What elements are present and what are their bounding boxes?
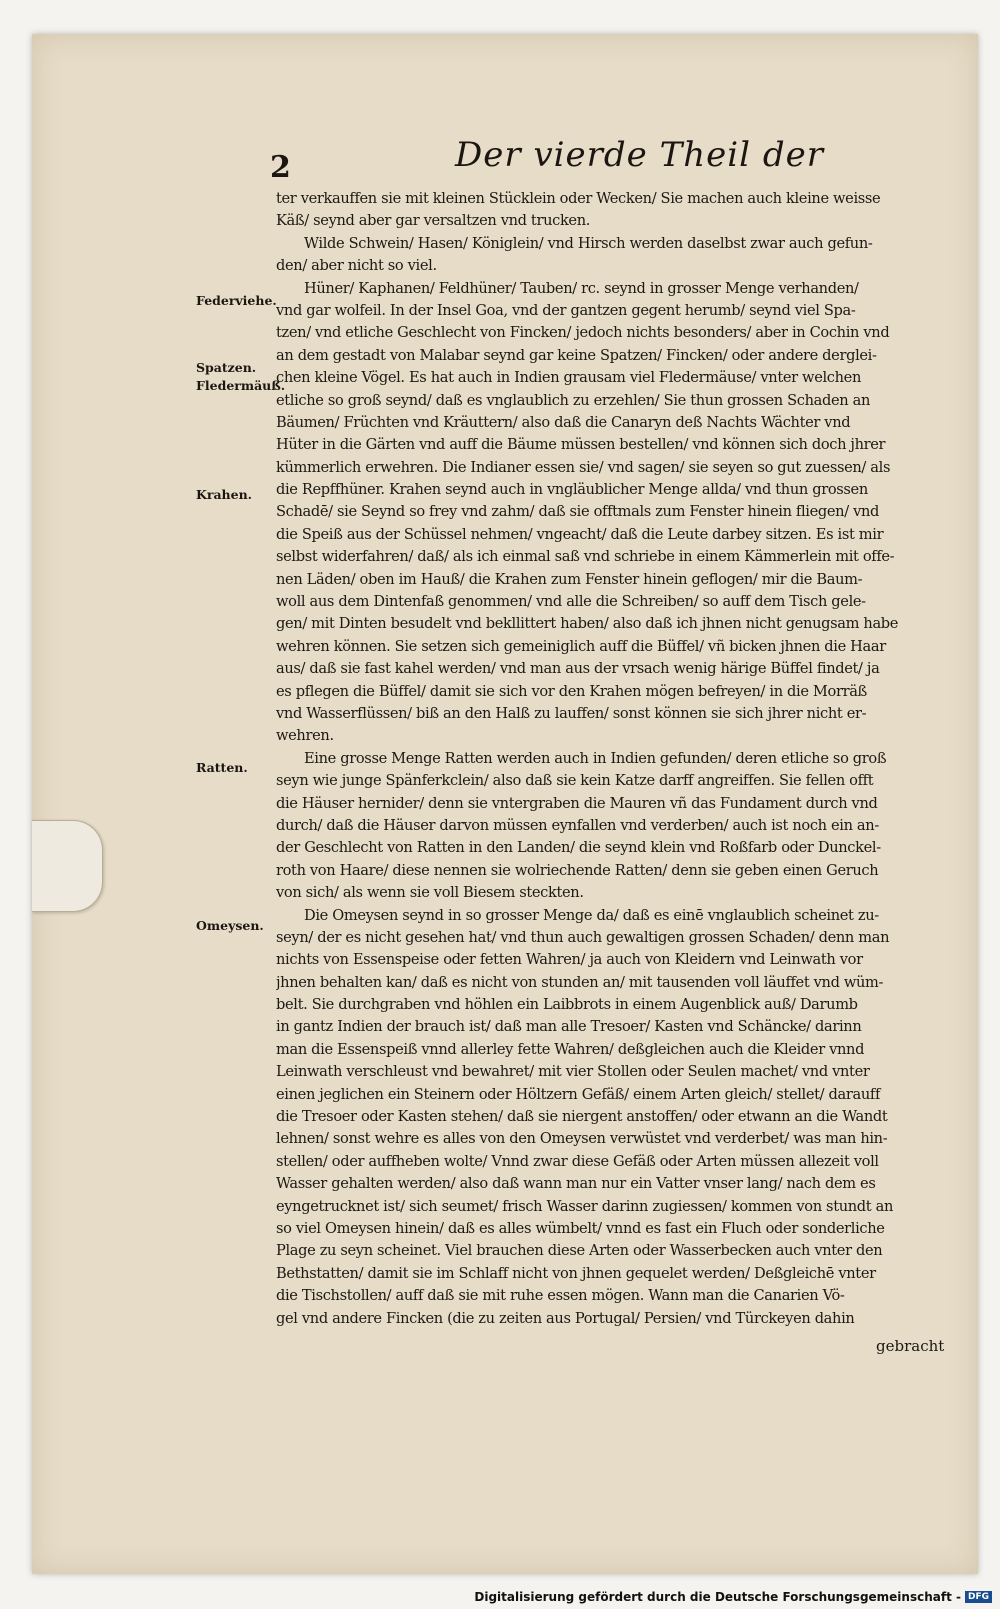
running-head: Der vierde Theil der	[455, 135, 824, 175]
margin-note-spatzen: Spatzen.	[196, 360, 257, 375]
text-line: Plage zu seyn scheinet. Viel brauchen diese Arten oder Wasserbecken auch vnter den	[276, 1242, 883, 1260]
text-line: jhnen behalten kan/ daß es nicht von stunden an/ mit tausenden voll läuffet vnd wüm-	[276, 973, 884, 991]
text-line: seyn wie junge Spänferkclein/ also daß sie kein Katze darff angreiffen. Sie fellen offt	[276, 772, 874, 790]
text-line: an dem gestadt von Malabar seynd gar keine Spatzen/ Fincken/ oder andere derglei-	[276, 346, 877, 364]
text-line: Schadē/ sie Seynd so frey vnd zahm/ daß sie offtmals zum Fenster hinein fliegen/ vnd	[276, 503, 879, 521]
text-line: gel vnd andere Fincken (die zu zeiten aus Portugal/ Persien/ vnd Türckeyen dahin	[276, 1309, 855, 1327]
text-line: seyn/ der es nicht gesehen hat/ vnd thun auch gewaltigen grossen Schaden/ denn man	[276, 928, 890, 946]
text-line: Hüter in die Gärten vnd auff die Bäume müssen bestellen/ vnd können sich doch jhrer	[276, 436, 886, 454]
text-line: Leinwath verschleust vnd bewahret/ mit vier Stollen oder Seulen machet/ vnd vnter	[276, 1063, 870, 1081]
text-line: vnd gar wolfeil. In der Insel Goa, vnd der gantzen gegent herumb/ seynd viel Spa-	[276, 301, 856, 319]
text-line: roth von Haare/ diese nennen sie wolriechende Ratten/ denn sie geben einen Geruch	[276, 861, 879, 879]
margin-note-omeysen: Omeysen.	[196, 918, 264, 933]
margin-note-krahen: Krahen.	[196, 487, 253, 502]
body-text	[276, 188, 912, 1352]
text-line: Wasser gehalten werden/ also daß wann man nur ein Vatter vnser lang/ nach dem es	[276, 1175, 876, 1193]
margin-note-fledermaeuss: Fledermäuß.	[196, 378, 286, 393]
text-line: die Tresoer oder Kasten stehen/ daß sie niergent anstoffen/ oder etwann an die Wandt	[276, 1108, 888, 1126]
text-line: es pflegen die Büffel/ damit sie sich vor den Krahen mögen befreyen/ in die Morräß	[276, 682, 867, 700]
text-line: vnd Wasserflüssen/ biß an den Halß zu lauffen/ sonst können sie sich jhrer nicht er-	[276, 704, 867, 722]
page-number: 2	[270, 150, 291, 185]
margin-note-federviehe: Federviehe.	[196, 293, 277, 308]
text-line: wehren können. Sie setzen sich gemeiniglich auff die Büffel/ vñ bicken jhnen die Haar	[276, 637, 886, 655]
text-line: der Geschlecht von Ratten in den Landen/ die seynd klein vnd Roßfarb oder Dunckel-	[276, 839, 881, 857]
text-line: man die Essenspeiß vnnd allerley fette Wahren/ deßgleichen auch die Kleider vnnd	[276, 1040, 865, 1058]
text-line: in gantz Indien der brauch ist/ daß man alle Tresoer/ Kasten vnd Schäncke/ darinn	[276, 1018, 862, 1036]
text-line: einen jeglichen ein Steinern oder Höltzern Gefäß/ einem Arten gleich/ stellet/ darauff	[276, 1085, 881, 1103]
text-line: Die Omeysen seynd in so grosser Menge da/ daß es einē vnglaublich scheinet zu-	[304, 906, 879, 924]
text-line: Eine grosse Menge Ratten werden auch in Indien gefunden/ deren etliche so groß	[304, 749, 887, 767]
text-line: die Tischstollen/ auff daß sie mit ruhe essen mögen. Wann man die Canarien Vö-	[276, 1287, 845, 1305]
text-line: kümmerlich erwehren. Die Indianer essen sie/ vnd sagen/ sie seyen so gut zuessen/ als	[276, 458, 891, 476]
footer-text: Digitalisierung gefördert durch die Deutsche Forschungsgemeinschaft -	[474, 1590, 961, 1604]
text-line: so viel Omeysen hinein/ daß es alles wümbelt/ vnnd es fast ein Fluch oder sonderliche	[276, 1219, 885, 1237]
text-line: Käß/ seynd aber gar versaltzen vnd trucken.	[276, 212, 591, 230]
text-line: nen Läden/ oben im Hauß/ die Krahen zum Fenster hinein geflogen/ mir die Baum-	[276, 570, 863, 588]
dfg-logo-icon: DFG	[965, 1591, 992, 1603]
text-line: stellen/ oder auffheben wolte/ Vnnd zwar diese Gefäß oder Arten müssen allezeit voll	[276, 1152, 879, 1170]
margin-note-ratten: Ratten.	[196, 760, 248, 775]
catchword: gebracht	[876, 1337, 945, 1355]
text-line: etliche so groß seynd/ daß es vnglaublich zu erzehlen/ Sie thun grossen Schaden an	[276, 391, 871, 409]
text-line: aus/ daß sie fast kahel werden/ vnd man aus der vrsach wenig härige Büffel findet/ ja	[276, 660, 880, 678]
footer-credit	[474, 1590, 992, 1604]
text-line	[276, 1330, 912, 1352]
text-line: eyngetrucknet ist/ sich seumet/ frisch Wasser darinn zugiessen/ kommen von stundt an	[276, 1197, 894, 1215]
text-line: nichts von Essenspeise oder fetten Wahren/ ja auch von Kleidern vnd Leinwath vor	[276, 951, 863, 969]
text-line: die Speiß aus der Schüssel nehmen/ vngeacht/ daß die Leute darbey sitzen. Es ist mir	[276, 525, 884, 543]
text-line: Hüner/ Kaphanen/ Feldhüner/ Tauben/ rc. seynd in grosser Menge verhanden/	[304, 279, 859, 297]
text-line: wehren.	[276, 727, 334, 745]
text-line: chen kleine Vögel. Es hat auch in Indien grausam viel Fledermäuse/ vnter welchen	[276, 369, 862, 387]
text-line: tzen/ vnd etliche Geschlecht von Fincken/ jedoch nichts besonders/ aber in Cochin vnd	[276, 324, 890, 342]
text-line: ter verkauffen sie mit kleinen Stücklein oder Wecken/ Sie machen auch kleine weisse	[276, 190, 881, 207]
page-fold-tab	[32, 820, 103, 912]
text-line: durch/ daß die Häuser darvon müssen eynfallen vnd verderben/ auch ist noch ein an-	[276, 816, 879, 834]
text-line: den/ aber nicht so viel.	[276, 257, 437, 275]
text-line: von sich/ als wenn sie voll Biesem steckten.	[276, 884, 584, 902]
text-line: belt. Sie durchgraben vnd höhlen ein Laibbrots in einem Augenblick auß/ Darumb	[276, 996, 858, 1014]
text-line: woll aus dem Dintenfaß genommen/ vnd alle die Schreiben/ so auff dem Tisch gele-	[276, 593, 866, 611]
text-line: selbst widerfahren/ daß/ als ich einmal saß vnd schriebe in einem Kämmerlein mit offe-	[276, 548, 895, 566]
text-line: die Häuser hernider/ denn sie vntergraben die Mauren vñ das Fundament durch vnd	[276, 794, 878, 812]
text-line: Bethstatten/ damit sie im Schlaff nicht von jhnen gequelet werden/ Deßgleichē vnter	[276, 1264, 876, 1282]
text-line: gen/ mit Dinten besudelt vnd bekllittert haben/ also daß ich jhnen nicht genugsam habe	[276, 615, 899, 633]
text-line: die Repffhüner. Krahen seynd auch in vngläublicher Menge allda/ vnd thun grossen	[276, 481, 868, 499]
text-line: lehnen/ sonst wehre es alles von den Omeysen verwüstet vnd verderbet/ was man hin-	[276, 1130, 888, 1148]
text-line: Bäumen/ Früchten vnd Kräuttern/ also daß die Canaryn deß Nachts Wächter vnd	[276, 413, 851, 431]
text-line: Wilde Schwein/ Hasen/ Königlein/ vnd Hirsch werden daselbst zwar auch gefun-	[304, 234, 873, 252]
